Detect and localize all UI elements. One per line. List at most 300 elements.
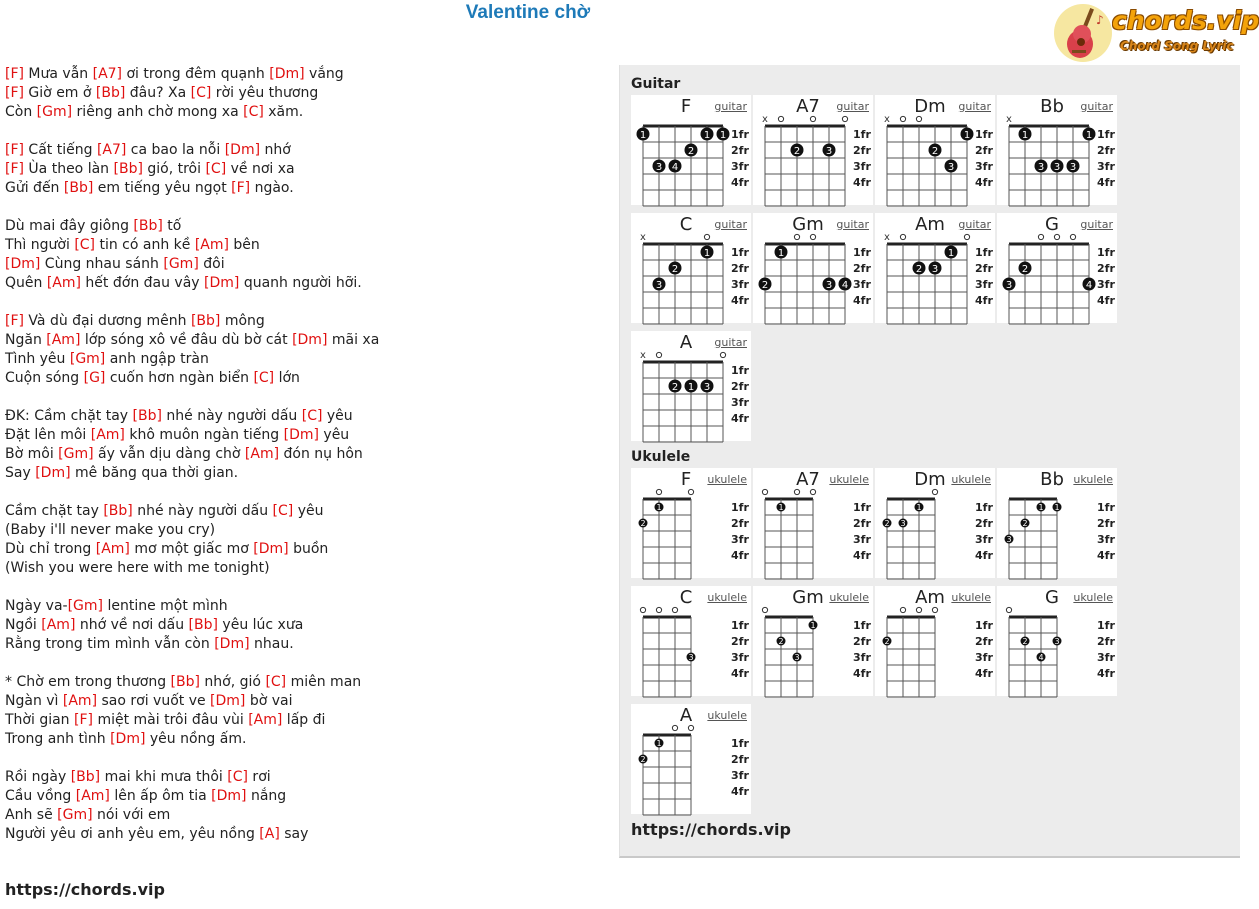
chord-link[interactable]: [Bb]: [103, 503, 133, 519]
guitar-chord-diagram[interactable]: [997, 95, 1117, 205]
chord-link[interactable]: [A7]: [96, 142, 127, 158]
finger-number: 3: [931, 264, 939, 275]
lyric-text: Quên: [5, 275, 47, 291]
lyric-text: Gửi đến: [5, 180, 64, 196]
fret-label: 1fr: [1097, 246, 1115, 259]
open-string-marker: [900, 234, 905, 239]
instrument-link[interactable]: ukulele: [707, 591, 747, 604]
finger-number: 3: [1053, 162, 1061, 173]
chord-link[interactable]: [Bb]: [63, 180, 94, 196]
lyric-line: [5, 179, 605, 198]
finger-number: 2: [778, 637, 784, 646]
chord-link[interactable]: [Bb]: [132, 408, 162, 424]
fret-label: 3fr: [975, 651, 993, 664]
open-string-marker: [842, 116, 847, 121]
lyric-line: [5, 692, 605, 711]
chord-link[interactable]: [C]: [272, 503, 294, 519]
fret-label: 4fr: [1097, 549, 1115, 562]
chord-name: C: [679, 214, 693, 235]
chord-link[interactable]: [C]: [227, 769, 248, 785]
lyric-text: ngào.: [250, 180, 294, 196]
lyric-text: Anh sẽ: [5, 807, 58, 823]
fret-label: 3fr: [731, 160, 749, 173]
lyric-text: ca bao la nỗi: [126, 142, 225, 158]
chord-link[interactable]: [Dm]: [35, 465, 71, 481]
ukulele-chord-diagram[interactable]: [631, 468, 751, 578]
fret-label: 4fr: [975, 176, 993, 189]
chord-name: Am: [915, 587, 945, 608]
finger-number: 3: [1054, 637, 1060, 646]
chord-link[interactable]: [Gm]: [57, 807, 93, 823]
guitar-icon: [1060, 6, 1108, 60]
lyric-text: tin có anh kề: [95, 237, 195, 253]
lyric-text: yêu: [293, 503, 324, 519]
lyric-text: tố: [162, 218, 182, 234]
chord-link[interactable]: [Am]: [41, 617, 76, 633]
chord-name: G: [1045, 587, 1059, 608]
chord-link[interactable]: [Bb]: [190, 313, 221, 329]
fret-label: 4fr: [853, 294, 871, 307]
chord-link[interactable]: [Dm]: [269, 66, 305, 82]
open-string-marker: [1006, 607, 1011, 612]
lyric-text: ĐK: Cầm chặt tay: [5, 408, 133, 424]
lyric-text: nắng: [246, 788, 287, 804]
chord-link[interactable]: [Am]: [90, 427, 125, 443]
fret-label: 1fr: [975, 501, 993, 514]
instrument-link[interactable]: ukulele: [829, 591, 869, 604]
lyric-text: Người yêu ơi anh yêu em, yêu nồng: [5, 826, 260, 842]
muted-string-marker: x: [1006, 114, 1012, 125]
finger-number: 2: [761, 280, 769, 291]
fret-label: 1fr: [731, 619, 749, 632]
fretboard: [631, 213, 751, 323]
fret-label: 2fr: [1097, 635, 1115, 648]
fret-label: 3fr: [1097, 160, 1115, 173]
lyric-line: [5, 312, 605, 331]
lyric-text: bờ vai: [245, 693, 293, 709]
instrument-link[interactable]: guitar: [836, 100, 869, 113]
svg-text:♪: ♪: [1096, 13, 1104, 27]
fret-label: 4fr: [731, 412, 749, 425]
lyric-text: (Wish you were here with me tonight): [5, 560, 270, 576]
fret-label: 3fr: [975, 278, 993, 291]
chord-link[interactable]: [F]: [231, 180, 251, 196]
chord-link[interactable]: [G]: [83, 370, 106, 386]
chord-link[interactable]: [C]: [205, 161, 227, 177]
chord-link[interactable]: [Am]: [244, 446, 280, 462]
chord-link[interactable]: [C]: [74, 237, 96, 253]
instrument-link[interactable]: guitar: [1080, 218, 1113, 231]
ukulele-chord-diagram[interactable]: [997, 586, 1117, 696]
instrument-link[interactable]: ukulele: [951, 473, 991, 486]
instrument-link[interactable]: ukulele: [829, 473, 869, 486]
lyric-text: Ngày va-: [5, 598, 68, 614]
open-string-marker: [916, 116, 921, 121]
chord-link[interactable]: [Bb]: [70, 769, 101, 785]
chord-link[interactable]: [A7]: [92, 66, 123, 82]
chord-link[interactable]: [F]: [5, 66, 24, 82]
chord-link[interactable]: [Am]: [75, 788, 110, 804]
finger-number: 1: [703, 248, 711, 259]
lyric-text: anh ngập tràn: [105, 351, 209, 367]
lyric-text: đón nụ hôn: [279, 446, 363, 462]
chord-link[interactable]: [Dm]: [211, 788, 247, 804]
lyric-line: [5, 426, 605, 445]
chord-link[interactable]: [Bb]: [95, 85, 126, 101]
chord-link[interactable]: [F]: [5, 161, 24, 177]
panel-link[interactable]: https://chords.vip: [631, 820, 791, 839]
fret-label: 3fr: [1097, 278, 1115, 291]
finger-number: 2: [671, 382, 679, 393]
chord-link[interactable]: [Am]: [62, 693, 98, 709]
fret-label: 4fr: [1097, 294, 1115, 307]
instrument-link[interactable]: ukulele: [707, 473, 747, 486]
fret-label: 2fr: [731, 262, 749, 275]
lyric-line: [5, 616, 605, 635]
fret-label: 3fr: [731, 769, 749, 782]
ukulele-chord-diagram[interactable]: [875, 586, 995, 696]
chord-link[interactable]: [Gm]: [58, 446, 94, 462]
finger-number: 1: [687, 382, 695, 393]
fret-label: 1fr: [853, 501, 871, 514]
fret-label: 3fr: [853, 651, 871, 664]
lyric-text: lentine một mình: [103, 598, 228, 614]
fret-label: 4fr: [1097, 667, 1115, 680]
instrument-link[interactable]: ukulele: [1073, 591, 1113, 604]
finger-number: 1: [1085, 130, 1093, 141]
open-string-marker: [688, 725, 693, 730]
lyric-text: hết đớn đau vây: [80, 275, 205, 291]
fretboard: [875, 586, 995, 696]
lyric-line: [5, 350, 605, 369]
lyric-text: riêng anh chờ mong xa: [72, 104, 244, 120]
open-string-marker: [672, 607, 677, 612]
lyric-text: buồn: [288, 541, 329, 557]
chord-name: A7: [796, 96, 820, 117]
guitar-chord-diagram[interactable]: [875, 213, 995, 323]
finger-number: 3: [655, 280, 663, 291]
fret-label: 3fr: [731, 651, 749, 664]
lyric-line: [5, 711, 605, 730]
chord-link[interactable]: [F]: [5, 85, 24, 101]
lyric-text: lên ấp ôm tia: [109, 788, 212, 804]
finger-number: 3: [703, 382, 711, 393]
instrument-link[interactable]: ukulele: [707, 709, 747, 722]
chord-link[interactable]: [Dm]: [224, 142, 261, 158]
lyric-text: Ngàn vì: [5, 693, 63, 709]
finger-number: 2: [884, 637, 890, 646]
lyric-text: rời yêu thương: [211, 85, 319, 101]
lyric-text: Say: [5, 465, 36, 481]
lyric-text: Ngồi: [5, 617, 42, 633]
muted-string-marker: x: [884, 114, 890, 125]
chord-link[interactable]: [A]: [259, 826, 280, 842]
fretboard: [997, 95, 1117, 205]
fret-label: 3fr: [853, 160, 871, 173]
lyric-line: [5, 464, 605, 483]
fret-label: 2fr: [853, 262, 871, 275]
chord-link[interactable]: [Dm]: [253, 541, 289, 557]
chord-name: Dm: [914, 96, 946, 117]
open-string-marker: [900, 607, 905, 612]
chord-name: A7: [796, 469, 820, 490]
fret-label: 1fr: [731, 364, 749, 377]
guitar-chord-diagram[interactable]: [631, 331, 751, 441]
fretboard: [631, 586, 751, 696]
lyric-text: lớp sóng xô về đâu dù bờ cát: [80, 332, 293, 348]
lyric-text: gió, trôi: [142, 161, 206, 177]
open-string-marker: [794, 489, 799, 494]
finger-number: 3: [794, 653, 800, 662]
fret-label: 4fr: [731, 549, 749, 562]
finger-number: 1: [810, 621, 816, 630]
lyric-text: về nơi xa: [226, 161, 295, 177]
open-string-marker: [900, 116, 905, 121]
fret-label: 3fr: [853, 533, 871, 546]
guitar-chord-diagram[interactable]: [997, 213, 1117, 323]
lyric-line: [5, 673, 605, 692]
fret-label: 2fr: [1097, 262, 1115, 275]
lyric-spacer: [5, 578, 605, 597]
finger-number: 2: [1022, 519, 1028, 528]
instrument-link[interactable]: guitar: [958, 100, 991, 113]
chord-link[interactable]: [F]: [74, 712, 93, 728]
lyric-text: Cùng nhau sánh: [40, 256, 164, 272]
fret-label: 2fr: [731, 144, 749, 157]
lyric-line: [5, 369, 605, 388]
lyric-text: Rằng trong tim mình vẫn còn: [5, 636, 215, 652]
chord-name: Bb: [1040, 96, 1064, 117]
chord-link[interactable]: [C]: [301, 408, 323, 424]
lyric-line: [5, 559, 605, 578]
chord-link[interactable]: [Gm]: [69, 351, 106, 367]
fretboard: [997, 213, 1117, 323]
fret-label: 1fr: [731, 128, 749, 141]
open-string-marker: [932, 489, 937, 494]
lyric-text: khô muôn ngàn tiếng: [124, 427, 284, 443]
fret-label: 2fr: [1097, 517, 1115, 530]
lyric-text: Mưa vẫn: [23, 66, 93, 82]
ukulele-chord-diagram[interactable]: [875, 468, 995, 578]
finger-number: 2: [640, 519, 646, 528]
ukulele-chord-diagram[interactable]: [631, 586, 751, 696]
open-string-marker: [762, 607, 767, 612]
fret-label: 1fr: [853, 128, 871, 141]
fret-label: 1fr: [731, 737, 749, 750]
instrument-link[interactable]: guitar: [836, 218, 869, 231]
lyric-line: [5, 65, 605, 84]
chord-link[interactable]: [F]: [5, 142, 24, 158]
site-logo[interactable]: [1054, 4, 1259, 62]
fret-label: 2fr: [975, 262, 993, 275]
lyric-line: [5, 502, 605, 521]
instrument-link[interactable]: guitar: [714, 218, 747, 231]
chord-link[interactable]: [Am]: [46, 332, 81, 348]
lyric-text: lấp đi: [282, 712, 326, 728]
chord-name: C: [679, 587, 693, 608]
instrument-link[interactable]: guitar: [1080, 100, 1113, 113]
lyric-spacer: [5, 654, 605, 673]
instrument-link[interactable]: guitar: [714, 100, 747, 113]
lyric-text: bên: [228, 237, 260, 253]
lyric-text: Còn: [5, 104, 37, 120]
finger-number: 4: [671, 162, 679, 173]
fret-label: 1fr: [975, 619, 993, 632]
chord-link[interactable]: [Gm]: [36, 104, 73, 120]
lyric-text: sao rơi vuốt ve: [97, 693, 211, 709]
fret-label: 4fr: [1097, 176, 1115, 189]
instrument-link[interactable]: guitar: [714, 336, 747, 349]
muted-string-marker: x: [640, 350, 646, 361]
guitar-chord-diagram[interactable]: [753, 213, 873, 323]
fret-label: 3fr: [1097, 651, 1115, 664]
fret-label: 4fr: [731, 667, 749, 680]
lyric-text: mê băng qua thời gian.: [70, 465, 239, 481]
fret-label: 1fr: [853, 246, 871, 259]
open-string-marker: [1038, 234, 1043, 239]
chord-link[interactable]: [Dm]: [210, 693, 246, 709]
instrument-link[interactable]: ukulele: [1073, 473, 1113, 486]
fretboard: [753, 468, 873, 578]
lyric-line: [5, 825, 605, 844]
lyric-text: Thì người: [5, 237, 75, 253]
fret-label: 1fr: [1097, 619, 1115, 632]
fret-label: 4fr: [731, 176, 749, 189]
lyric-text: yêu: [322, 408, 353, 424]
lyric-text: lớn: [274, 370, 300, 386]
lyric-line: [5, 141, 605, 160]
finger-number: 1: [703, 130, 711, 141]
lyric-text: say: [279, 826, 309, 842]
guitar-chord-diagram[interactable]: [875, 95, 995, 205]
fret-label: 4fr: [975, 294, 993, 307]
chord-link[interactable]: [Gm]: [67, 598, 104, 614]
fret-label: 2fr: [853, 144, 871, 157]
fret-label: 1fr: [1097, 501, 1115, 514]
guitar-chord-diagram[interactable]: [631, 95, 751, 205]
ukulele-chord-diagram[interactable]: [997, 468, 1117, 578]
open-string-marker: [640, 607, 645, 612]
open-string-marker: [778, 116, 783, 121]
chord-link[interactable]: [C]: [190, 85, 212, 101]
fretboard: [875, 468, 995, 578]
lyric-line: [5, 236, 605, 255]
chord-link[interactable]: [Dm]: [110, 731, 146, 747]
open-string-marker: [794, 234, 799, 239]
open-string-marker: [916, 607, 921, 612]
chord-link[interactable]: [C]: [243, 104, 264, 120]
chord-link[interactable]: [Dm]: [5, 256, 41, 272]
chord-link[interactable]: [C]: [253, 370, 275, 386]
finger-number: 3: [825, 146, 833, 157]
chord-link[interactable]: [Dm]: [214, 636, 250, 652]
fretboard: [875, 213, 995, 323]
guitar-chord-diagram[interactable]: [631, 213, 751, 323]
lyric-text: ấy vẫn dịu dàng chờ: [93, 446, 245, 462]
chord-name: A: [679, 705, 693, 726]
lyric-text: nhớ về nơi dấu: [75, 617, 189, 633]
finger-number: 1: [719, 130, 727, 141]
chord-name: G: [1045, 214, 1059, 235]
finger-number: 2: [915, 264, 923, 275]
finger-number: 1: [777, 248, 785, 259]
chord-link[interactable]: [Dm]: [283, 427, 319, 443]
finger-number: 3: [1006, 535, 1012, 544]
fret-label: 1fr: [1097, 128, 1115, 141]
instrument-link[interactable]: ukulele: [951, 591, 991, 604]
fret-label: 2fr: [853, 635, 871, 648]
chord-link[interactable]: [Bb]: [188, 617, 218, 633]
open-string-marker: [656, 607, 661, 612]
footer-link[interactable]: https://chords.vip: [5, 880, 165, 899]
lyric-spacer: [5, 483, 605, 502]
finger-number: 2: [931, 146, 939, 157]
fret-label: 3fr: [975, 160, 993, 173]
chord-link[interactable]: [Am]: [46, 275, 81, 291]
open-string-marker: [932, 607, 937, 612]
lyric-text: em tiếng yêu ngọt: [93, 180, 232, 196]
fret-label: 1fr: [975, 246, 993, 259]
chord-link[interactable]: [Am]: [248, 712, 283, 728]
lyric-line: [5, 806, 605, 825]
lyric-text: Và dù đại dương mênh: [23, 313, 191, 329]
fret-label: 4fr: [853, 176, 871, 189]
lyric-line: [5, 445, 605, 464]
ukulele-chord-diagram[interactable]: [753, 586, 873, 696]
lyric-text: Ùa theo làn: [23, 161, 114, 177]
lyric-text: (Baby i'll never make you cry): [5, 522, 216, 538]
chord-link[interactable]: [F]: [5, 313, 24, 329]
fret-label: 3fr: [731, 278, 749, 291]
ukulele-chord-diagram[interactable]: [631, 704, 751, 814]
finger-number: 3: [900, 519, 906, 528]
lyric-text: nhé này người dấu: [161, 408, 302, 424]
chord-link[interactable]: [Am]: [194, 237, 229, 253]
lyric-text: mơ một giấc mơ: [129, 541, 254, 557]
chord-link[interactable]: [Dm]: [292, 332, 328, 348]
finger-number: 3: [947, 162, 955, 173]
finger-number: 2: [1022, 637, 1028, 646]
lyric-spacer: [5, 293, 605, 312]
fret-label: 4fr: [975, 667, 993, 680]
chord-diagrams-panel: [619, 65, 1240, 858]
lyric-text: yêu: [318, 427, 350, 443]
chord-link[interactable]: [Am]: [95, 541, 130, 557]
chord-name: Bb: [1040, 469, 1064, 490]
lyric-text: mông: [220, 313, 265, 329]
ukulele-chord-diagram[interactable]: [753, 468, 873, 578]
open-string-marker: [1070, 234, 1075, 239]
chord-link[interactable]: [Bb]: [133, 218, 163, 234]
fret-label: 2fr: [1097, 144, 1115, 157]
instrument-link[interactable]: guitar: [958, 218, 991, 231]
chord-link[interactable]: [Dm]: [204, 275, 240, 291]
chord-name: Am: [915, 214, 945, 235]
lyric-text: Tình yêu: [5, 351, 70, 367]
finger-number: 1: [778, 503, 784, 512]
lyric-spacer: [5, 122, 605, 141]
open-string-marker: [688, 489, 693, 494]
lyric-text: Cầu vồng: [5, 788, 76, 804]
chord-link[interactable]: [Bb]: [113, 161, 143, 177]
guitar-chord-diagram[interactable]: [753, 95, 873, 205]
chord-link[interactable]: [Bb]: [170, 674, 200, 690]
lyrics-block: [5, 65, 605, 844]
chord-link[interactable]: [Gm]: [163, 256, 199, 272]
chord-link[interactable]: [C]: [265, 674, 287, 690]
guitar-heading: Guitar: [631, 76, 681, 92]
open-string-marker: [704, 234, 709, 239]
